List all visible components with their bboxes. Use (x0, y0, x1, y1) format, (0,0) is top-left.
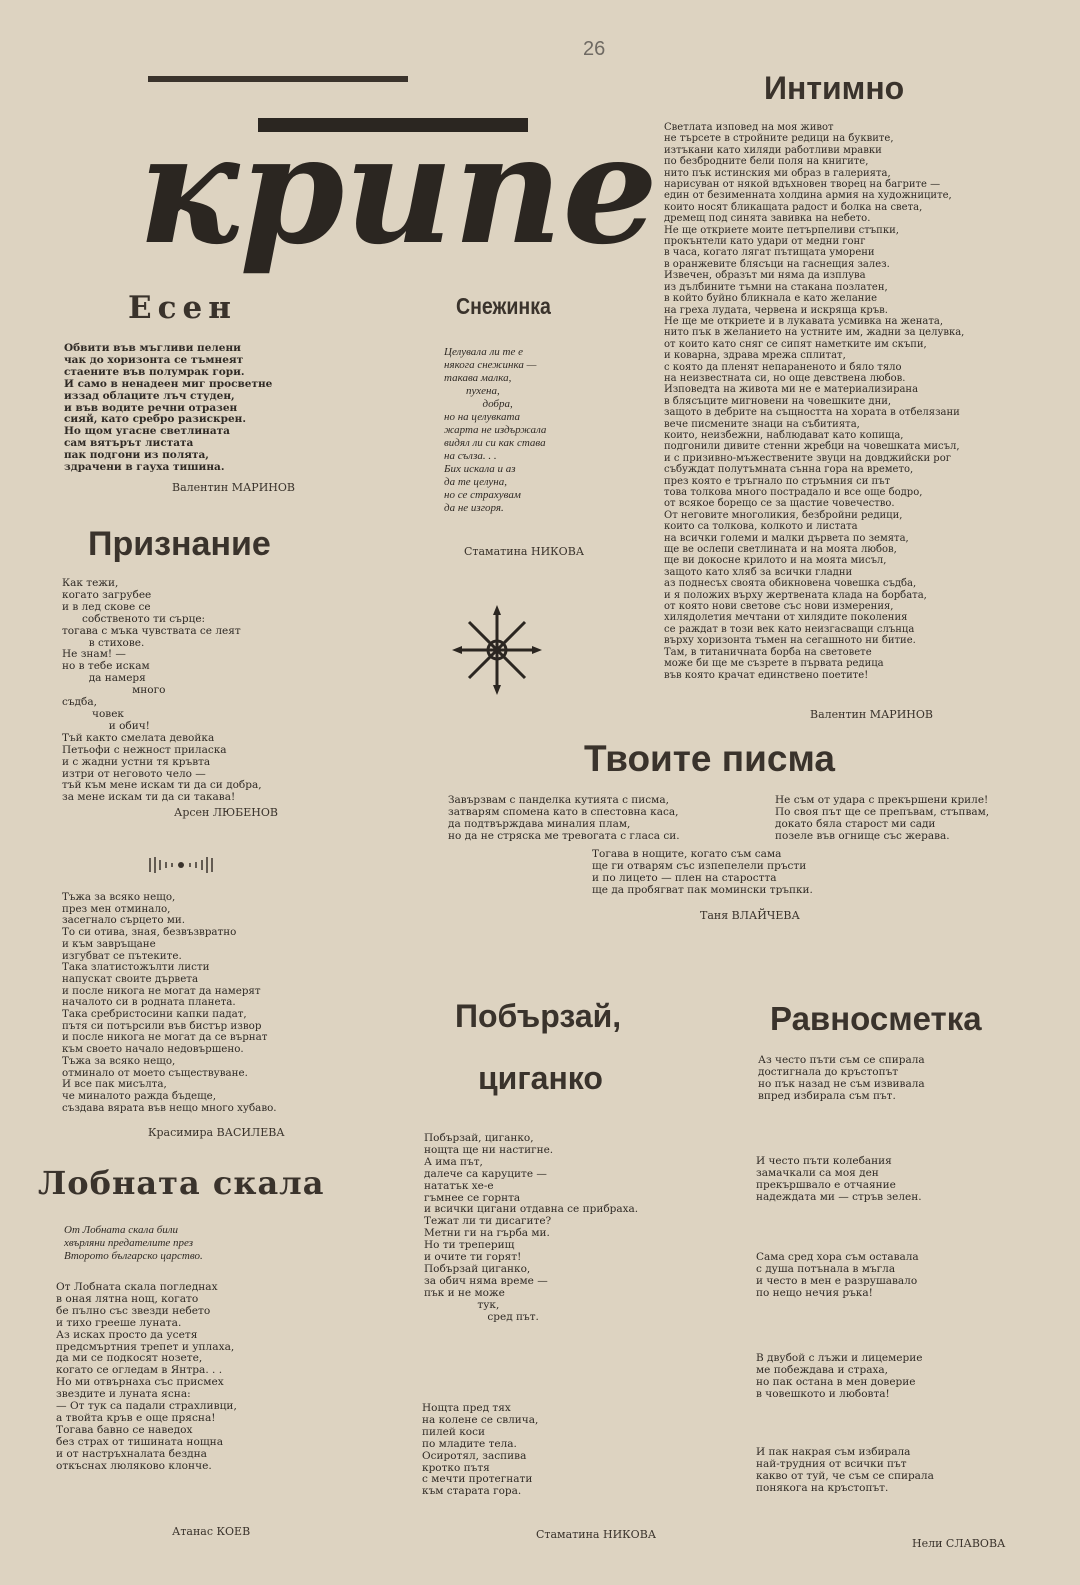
magazine-logo (128, 62, 658, 278)
poem-text-esen: Обвити във мъгливи пелени чак до хоризонта се тъмнеят стаените във полумрак гори. И само в ненадеен миг просветне иззад облаците лъч студен, и във водите речни отразен сияй, като сребро разискрен. Но щом угасне светлината сам вятърът листата пак подгони из полята, здрачени в гауха тишина. (64, 342, 273, 474)
poem-stanza1-tvoite-pisma: Завързвам с панделка кутията с писма, затварям спомена като в спестовна каса, да подтвърждава миналия плам, но да не стряска ме тревогата с гласа си. (448, 794, 680, 842)
author-snejinka: Стаматина НИКОВА (464, 545, 585, 558)
poem-stanza2-tvoite-pisma: Не съм от удара с прекършени криле! По своя път ще се препъвам, стъпвам, докато бяла старост ми сади позеле във огнище със жерава. (775, 794, 990, 842)
poem-title-pobarzai-2: циганко (478, 1060, 603, 1096)
poem-title-priznanie: Признание (88, 525, 271, 563)
author-priznanie: Арсен ЛЮБЕНОВ (174, 806, 278, 819)
poem-stanza3-tvoite-pisma: Тогава в нощите, когато съм сама ще ги отварям със изпепелели пръсти и по лицето — плен на старостта ще да пробягват пак момински тръпки. (592, 848, 813, 896)
poem-title-ravnosmetka: Равносметка (770, 1000, 982, 1037)
poem-stanza4-ravnosmetka: В двубой с лъжи и лицемерие ме побеждава и страха, но пак остана в мен доверие в човешкото и любовта! (756, 1352, 923, 1400)
divider-ornament-icon (146, 852, 216, 878)
poem-title-esen: Есен (128, 290, 237, 326)
poem-epigraph-loba: От Лобната скала били хвърляни предателите през Второто българско царство. (64, 1224, 203, 1262)
snowflake-icon (452, 605, 542, 695)
author-untitled: Красимира ВАСИЛЕВА (148, 1126, 285, 1139)
author-tvoite-pisma: Таня ВЛАЙЧЕВА (700, 909, 800, 922)
poem-title-pobarzai-1: Побързай, (455, 998, 622, 1034)
author-pobarzai: Стаматина НИКОВА (536, 1528, 657, 1541)
poem-text-loba: От Лобната скала погледнах в оная лятна нощ, когато бе пълно със звезди небето и тихо грееше луната. Аз исках просто да усетя предсмъртния трепет и уплаха, да ми се подкосят нозете, когато се огледам в Янтра. . . Но ми отвърнаха със присмех звездите и луната ясна: — От тук са падали страхливци, а твойта кръв е още прясна! Тогава бавно се наведох без страх от тишината нощна и от настръхналата бездна откъснах люляково клонче. (56, 1281, 237, 1472)
poem-title-snejinka: Снежинка (456, 293, 551, 319)
author-loba: Атанас КОЕВ (172, 1525, 251, 1538)
logo-ornament (128, 62, 658, 278)
poem-text-snejinka: Целувала ли те е някога снежинка — такава малка, пухена, добра, но на целувката жарта не издържала видял ли си как става на сълза. . . Бих искала и аз да те целуна, но се страхувам да не изгоря. (444, 346, 547, 514)
poem-title-tvoite-pisma: Твоите писма (584, 738, 835, 779)
poem-stanza5-ravnosmetka: И пак накрая съм избирала най-трудния от всички път какво от туй, че съм се спирала понякога на кръстопът. (756, 1446, 934, 1494)
poem-title-intimno: Интимно (764, 70, 905, 106)
author-intimno: Валентин МАРИНОВ (810, 708, 933, 721)
author-ravnosmetka: Нели СЛАВОВА (912, 1537, 1006, 1550)
poem-text-priznanie: Как тежи, когато загрубее и в лед скове се собственото ти сърце: тогава с мъка чувствата се лeят в стихове. Не знам! — но в тебе искам да намеря много съдба, човек и обич! Тъй както смелата девойка Петьофи с нежност приласка и с жадни устни тя кръвта изтри от неговото чело — тъй към мене искам ти да си добра, за мене искам ти да си такава! (62, 577, 262, 804)
author-esen: Валентин МАРИНОВ (172, 481, 295, 494)
logo-text: крипе (138, 102, 658, 278)
poem-text-intimno: Светлата изповед на моя живот не търсете в стройните редици на буквите, изтъкани като хиляди работливи мравки по безбродните бели поля на книгите, нито пък истинския ми образ в галерията, нарисуван от някой вдъхновен творец на багрите — един от безименната холдина армия на художниците, които носят бликащата радост и болка на света, дремещ под синята завивка на небето. Не ще откриете моите петърпеливи стъпки, прокънтели като удари от медни гонг в часа, когато лягат пътищата уморени в оранжевите блясъци на гаснещия залез. Извечен, образът ми няма да изплува из дълбините тъмни на стакана позлатен, в който буйно бликнала е като желание на греха лудата, червена и искряща кръв. Не ще ме откриете и в лукавата усмивка на жената, нито пък в желанието на устните им, жадни за целувка, от които като сняг се сипят наметките им скъпи, и коварна, здрава мрежа сплитат, с която да пленят непараненото и бяло тяло на неизвестната си, но още девствена любов. Изповедта на живота ми не е материализирана в блясъците мигновени на човешките дни, защото в дебрите на същността на хората в отбелязани вече писмените знаци на събитията, които, неизбежни, наблюдават като копища, подгонили дивите стенни жребци на човешката мисъл, и с призивно-мъжествените звуци на довджийски рог събуждат полутъмната сънна гора на времето, през която е тръгнало по стръмния си път това толкова много пострадало и все още бодро, от всякое борещо се за щастие човечество. От неговите многоликия, безбройни редици, които са толкова, колкото и листата на всички големи и малки дървета по земята, ще ве ослепи светлината и на моята любов, ще ви докосне крилото и на моята мисъл, защото като хляб за всички гладни аз поднесъх своята обикновена човешка съдба, и я положих върху жертвената клада на борбата, от която нови светове със нови измерения, хилядолетия мечтани от хилядите поколения се раждат в този век като неизгасващи слънца върху хоризонта тъмен на сегашното ни битие. Там, в титаничната борба на световете може би ще ме съзрете в първата редица във която крачат единствено поетите! (664, 122, 965, 681)
poem-stanza3-ravnosmetka: Сама сред хора съм оставала с душа потънала в мъгла и често в мен е разрушавало по нещо нечия ръка! (756, 1251, 919, 1299)
poem-text-untitled: Тъжа за всяко нещо, през мен отминало, засегнало сърцето ми. То си отива, зная, безвъзвратно и към завръщане изгубват се пътеките. Така златистожълти листи напускат своите дървета и после никога не могат да намерят началото си в родната планета. Така сребристосини капки падат, пътя си потърсили във бистър извор и после никога не могат да се върнат към своето начало недовършено. Тъжа за всяко нещо, отминало от моето съществуване. И все пак мисълта, че миналото ражда бъдеще, създава вярата във нещо много хубаво. (62, 891, 277, 1114)
poem-text-pobarzai-1: Побързай, циганко, нощта ще ни настигне. А има път, далече са каруците — нататък хе-е гъмнее се горнта и всички цигани отдавна се прибраха. Тежат ли ти дисагите? Метни ги на гърба ми. Но ти треперищ и очите ти горят! Побързай циганко, за обич няма време — пък и не може тук, сред път. (424, 1132, 639, 1323)
poem-text-pobarzai-2: Нощта пред тях на колене се свлича, пилей коси по младите тела. Осиротял, заспива кротко пътя с мечти протегнати към старата гора. (422, 1402, 539, 1498)
poem-stanza2-ravnosmetka: И често пъти колебания замачкали са моя ден прекършвало е отчаяние надеждата ми — стръв зелен. (756, 1155, 922, 1203)
page-number: 26 (583, 38, 606, 60)
poem-title-loba: Лобната скала (38, 1164, 325, 1202)
poem-stanza1-ravnosmetka: Аз често пъти съм се спирала достигнала до кръстопът но пък назад не съм извивала впред избирала съм път. (758, 1054, 925, 1102)
